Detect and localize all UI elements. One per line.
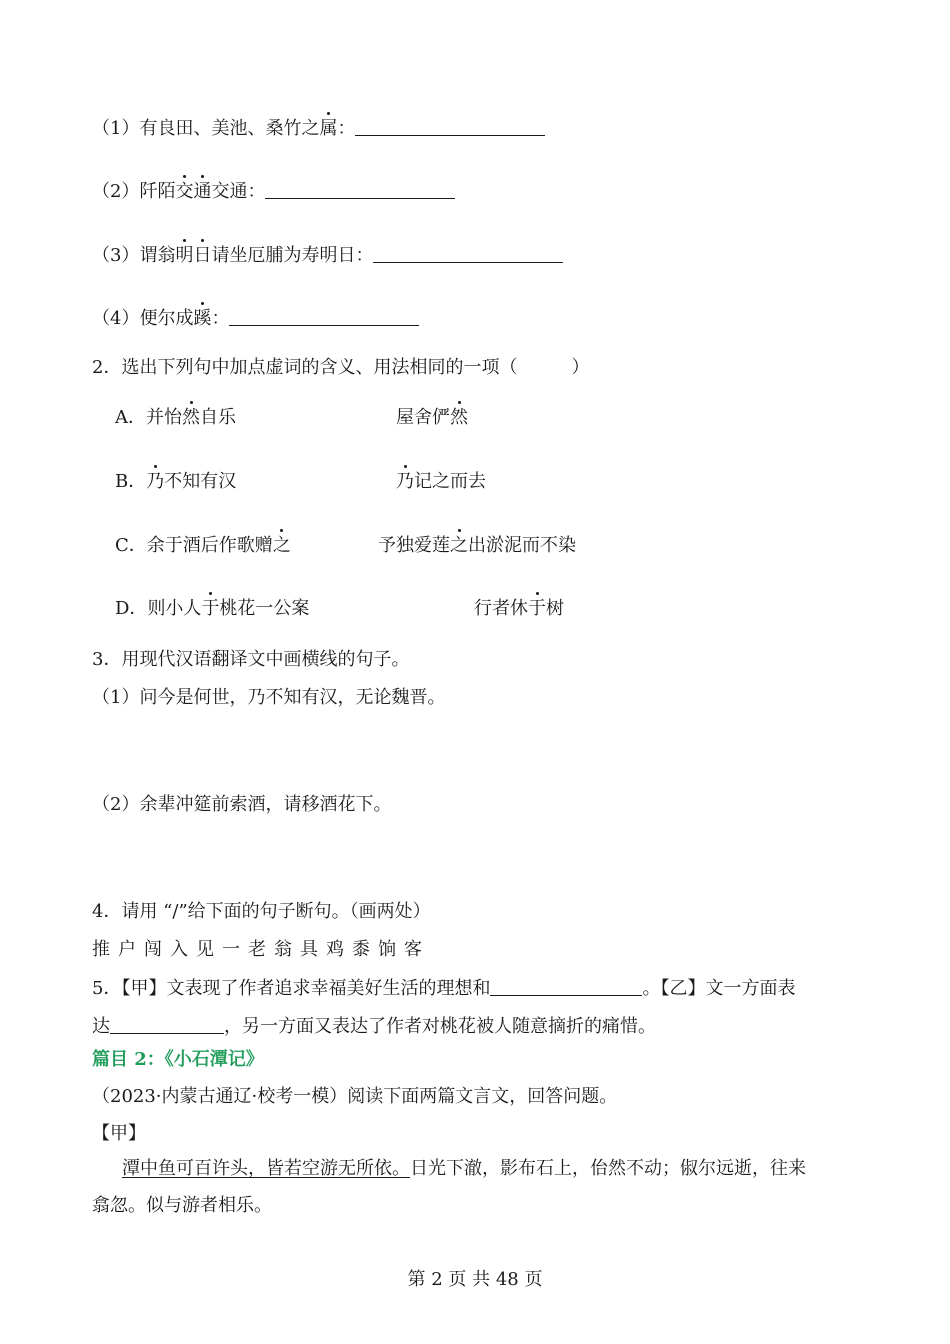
passage-jia-label: 【甲】: [92, 1123, 146, 1144]
q1-item-3: （3）谓翁明日请坐厄脯为寿明日：: [92, 242, 563, 268]
passage-line-1: 潭中鱼可百许头，皆若空游无所依。日光下澈，影布石上，佁然不动；俶尔远逝，往来: [122, 1158, 806, 1179]
q3-sentence-1: （1）问今是何世，乃不知有汉，无论魏晋。: [92, 687, 446, 708]
answer-blank[interactable]: [110, 1013, 224, 1034]
answer-blank[interactable]: [265, 178, 455, 199]
dotted-char: 于: [201, 598, 220, 619]
q2-option-a-right: 屋舍俨然: [396, 407, 468, 428]
passage-line-2: 翕忽。似与游者相乐。: [92, 1195, 272, 1216]
dotted-char: 之: [272, 535, 291, 556]
q2-option-a-left[interactable]: A．并怡然自乐: [115, 407, 236, 428]
dotted-char: 之: [450, 535, 468, 556]
q1-item-2: （2）阡陌交通交通：: [92, 178, 455, 204]
section-source: （2023·内蒙古通辽·校考一模）阅读下面两篇文言文，回答问题。: [92, 1086, 618, 1107]
dotted-char: 明: [175, 245, 194, 266]
q4-stem: 4．请用 “/”给下面的句子断句。（画两处）: [92, 901, 431, 922]
dotted-char: 日: [193, 245, 212, 266]
q2-option-c-left[interactable]: C．余于酒后作歌赠之: [115, 535, 291, 556]
q2-option-d-right: 行者休于树: [474, 598, 564, 619]
q3-sentence-2: （2）余辈冲筵前索酒，请移酒花下。: [92, 794, 392, 815]
q3-stem: 3．用现代汉语翻译文中画横线的句子。: [92, 649, 410, 670]
q2-option-b-right: 乃记之而去: [396, 471, 486, 492]
dotted-char: 乃: [146, 471, 165, 492]
q2-option-c-right: 予独爱莲之出淤泥而不染: [378, 535, 576, 556]
dotted-char: 属: [319, 118, 338, 139]
q5-line-1: 5．【甲】文表现了作者追求幸福美好生活的理想和 。【乙】文一方面表: [92, 975, 795, 1001]
underlined-sentence: 潭中鱼可百许头，皆若空游无所依。: [122, 1158, 410, 1179]
dotted-char: 蹊: [193, 308, 212, 329]
dotted-char: 交: [175, 181, 194, 202]
answer-blank[interactable]: [229, 305, 419, 326]
q1-item-1: （1）有良田、美池、桑竹之属：: [92, 115, 545, 141]
dotted-char: 然: [450, 407, 468, 428]
answer-blank[interactable]: [373, 242, 563, 263]
dotted-char: 然: [182, 407, 200, 428]
answer-blank[interactable]: [355, 115, 545, 136]
q1-item-4: （4）便尔成蹊：: [92, 305, 419, 331]
dotted-char: 于: [528, 598, 546, 619]
q2-stem: 2．选出下列句中加点虚词的含义、用法相同的一项（ ）: [92, 357, 590, 378]
q2-option-d-left[interactable]: D．则小人于桃花一公案: [115, 598, 310, 619]
q2-option-b-left[interactable]: B．乃不知有汉: [115, 471, 237, 492]
answer-blank[interactable]: [490, 975, 642, 996]
dotted-char: 通: [193, 181, 212, 202]
q5-line-2: 达 ，另一方面又表达了作者对桃花被人随意摘折的痛惜。: [92, 1013, 656, 1039]
q4-sentence: 推户闯入见一老翁具鸡黍饷客: [92, 939, 430, 960]
dotted-char: 乃: [396, 471, 414, 492]
section-title: 篇目 2：《小石潭记》: [92, 1049, 264, 1070]
page-footer: 第 2 页 共 48 页: [407, 1269, 543, 1290]
